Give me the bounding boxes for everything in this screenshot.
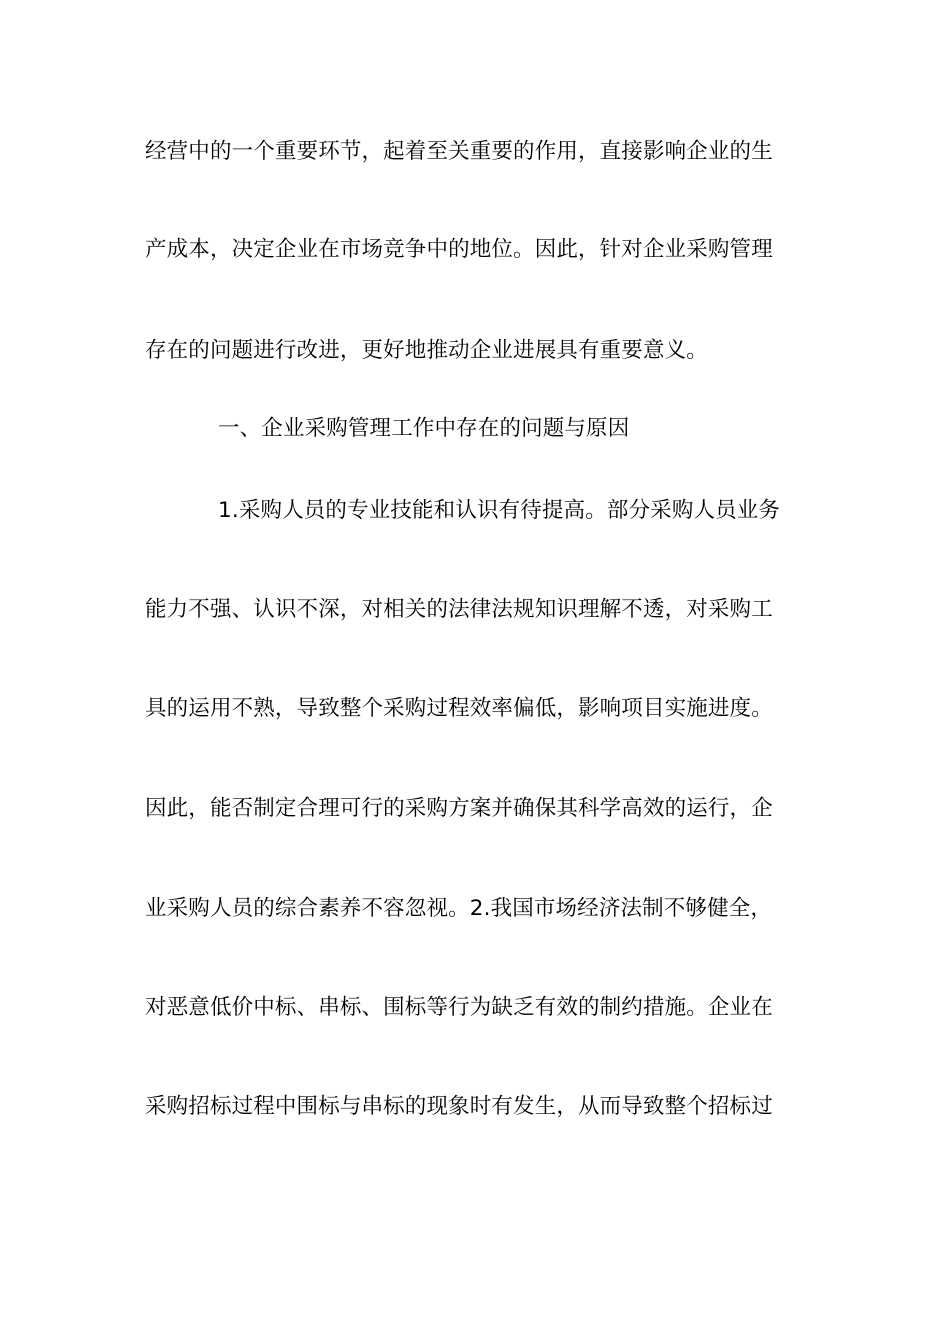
paragraph-line: 能力不强、认识不深，对相关的法律法规知识理解不透，对采购工	[145, 597, 773, 622]
paragraph-line: 业采购人员的综合素养不容忽视。2.我国市场经济法制不够健全，	[145, 896, 773, 921]
paragraph-line: 存在的问题进行改进，更好地推动企业进展具有重要意义。	[145, 338, 708, 363]
paragraph-line: 对恶意低价中标、串标、围标等行为缺乏有效的制约措施。企业在	[145, 995, 773, 1020]
paragraph-line: 1.采购人员的专业技能和认识有待提高。部分采购人员业务	[218, 498, 781, 523]
paragraph-line: 采购招标过程中围标与串标的现象时有发生，从而导致整个招标过	[145, 1094, 773, 1119]
paragraph-line: 经营中的一个重要环节，起着至关重要的作用，直接影响企业的生	[145, 139, 773, 164]
paragraph-line: 因此，能否制定合理可行的采购方案并确保其科学高效的运行，企	[145, 796, 773, 821]
section-heading: 一、企业采购管理工作中存在的问题与原因	[218, 416, 630, 441]
paragraph-line: 产成本，决定企业在市场竞争中的地位。因此，针对企业采购管理	[145, 237, 773, 262]
paragraph-line: 具的运用不熟，导致整个采购过程效率偏低，影响项目实施进度。	[145, 696, 773, 721]
